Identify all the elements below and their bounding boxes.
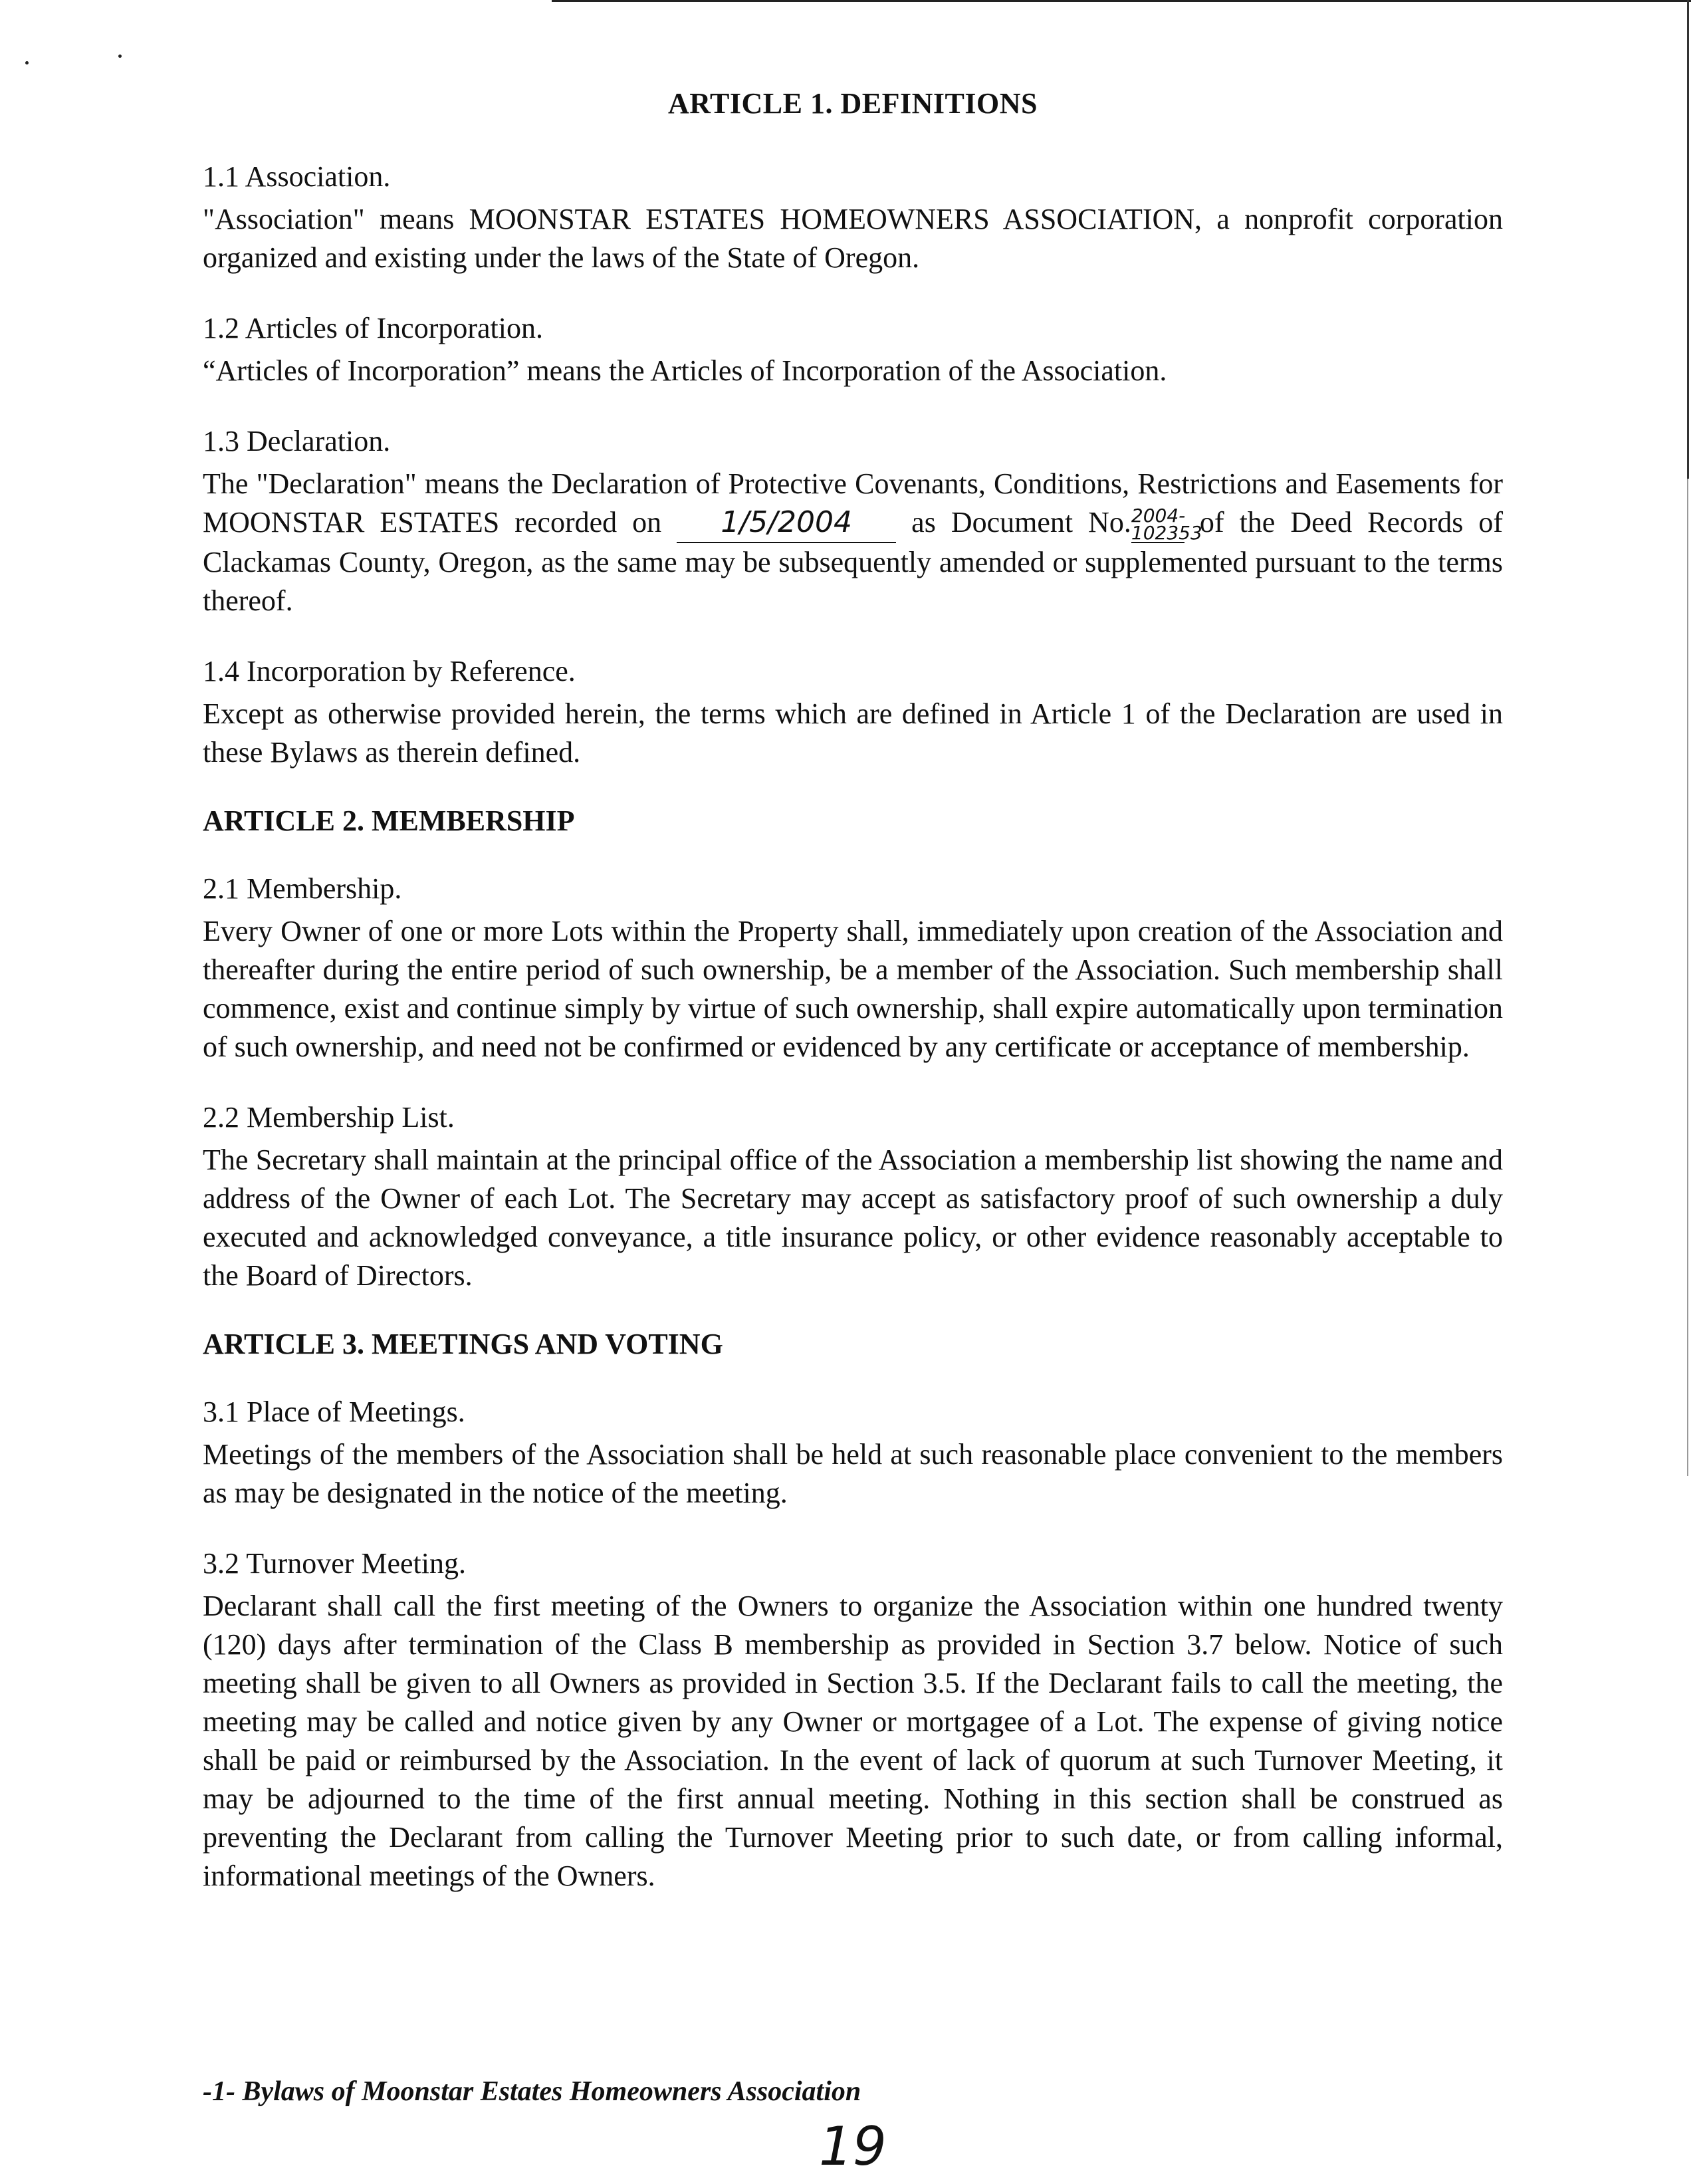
section-3-1-body: Meetings of the members of the Association shall be held at such reasonable place convenient to the members as may be designated in the notice of the meeting. [203,1438,1503,1509]
section-1-4-body: Except as otherwise provided herein, the terms which are defined in Article 1 of the Declaration are used in these Bylaws as therein defined. [203,697,1503,769]
article-3-heading: ARTICLE 3. MEETINGS AND VOTING [203,1328,723,1360]
handwritten-recording-date: 1/5/2004 [677,503,896,543]
section-1-3-body-part3: of the Deed Records of Clackamas County, Oregon, as the same may be subsequently amended or supplemented pursuant to the terms thereof. [203,506,1504,617]
page-footer: -1- Bylaws of Moonstar Estates Homeowners Association [203,2076,861,2107]
scan-speck [118,55,122,58]
scan-edge-right-lower [1687,479,1688,1476]
section-1-3-title: 1.3 Declaration. [203,425,391,457]
section-1-3-body [203,465,1503,620]
section-2-1-body: Every Owner of one or more Lots within the Property shall, immediately upon creation of the Association and thereafter during the entire period of such ownership, be a member of the Association. Such membership shall commence, exist and continue simply by virtue of such ownership, shall expire automatically upon termination of such ownership, and need not be confirmed or evidenced by any certificate or acceptance of membership. [203,915,1503,1063]
section-2-2-title: 2.2 Membership List. [203,1101,455,1134]
section-1-1-body: "Association" means MOONSTAR ESTATES HOMEOWNERS ASSOCIATION, a nonprofit corporation organized and existing under the laws of the State of Oregon. [203,203,1503,274]
article-2-heading: ARTICLE 2. MEMBERSHIP [203,804,575,837]
section-1-3-body-part1: The "Declaration" means the Declaration of Protective Covenants, Conditions, Restrictions and Easements for MOONSTAR ESTATES recorded on [203,467,1503,539]
scan-edge-top [552,0,1691,2]
handwritten-document-number: 2004-102353 [1131,504,1202,544]
article-1-heading: ARTICLE 1. DEFINITIONS [668,87,1038,120]
scan-speck [25,61,29,64]
scan-edge-right [1687,0,1689,479]
section-1-4-title: 1.4 Incorporation by Reference. [203,655,576,687]
handwritten-page-number: 19 [819,2116,887,2177]
section-2-2-body: The Secretary shall maintain at the principal office of the Association a membership list showing the name and address of the Owner of each Lot. The Secretary may accept as satisfactory proof of such ownership a duly executed and acknowledged conveyance, a title insurance policy, or other evidence reasonably acceptable to the Board of Directors. [203,1144,1503,1292]
section-1-1-title: 1.1 Association. [203,160,391,193]
section-1-3-body-part2: as Document No. [911,506,1131,539]
document-page [203,86,1503,1927]
section-1-2-title: 1.2 Articles of Incorporation. [203,312,543,344]
section-3-2-title: 3.2 Turnover Meeting. [203,1547,466,1580]
section-3-2-body: Declarant shall call the first meeting of the Owners to organize the Association within one hundred twenty (120) days after termination of the Class B membership as provided in Section 3.7 below. Notice of such meeting shall be given to all Owners as provided in Section 3.5. If the Declarant fails to call the meeting, the meeting may be called and notice given by any Owner or mortgagee of a Lot. The expense of giving notice shall be paid or reimbursed by the Association. In the event of lack of quorum at such Turnover Meeting, it may be adjourned to the time of the first annual meeting. Nothing in this section shall be construed as preventing the Declarant from calling the Turnover Meeting prior to such date, or from calling informal, informational meetings of the Owners. [203,1590,1503,1892]
section-1-2-body: “Articles of Incorporation” means the Articles of Incorporation of the Association. [203,354,1167,387]
section-2-1-title: 2.1 Membership. [203,872,402,905]
section-3-1-title: 3.1 Place of Meetings. [203,1395,465,1428]
